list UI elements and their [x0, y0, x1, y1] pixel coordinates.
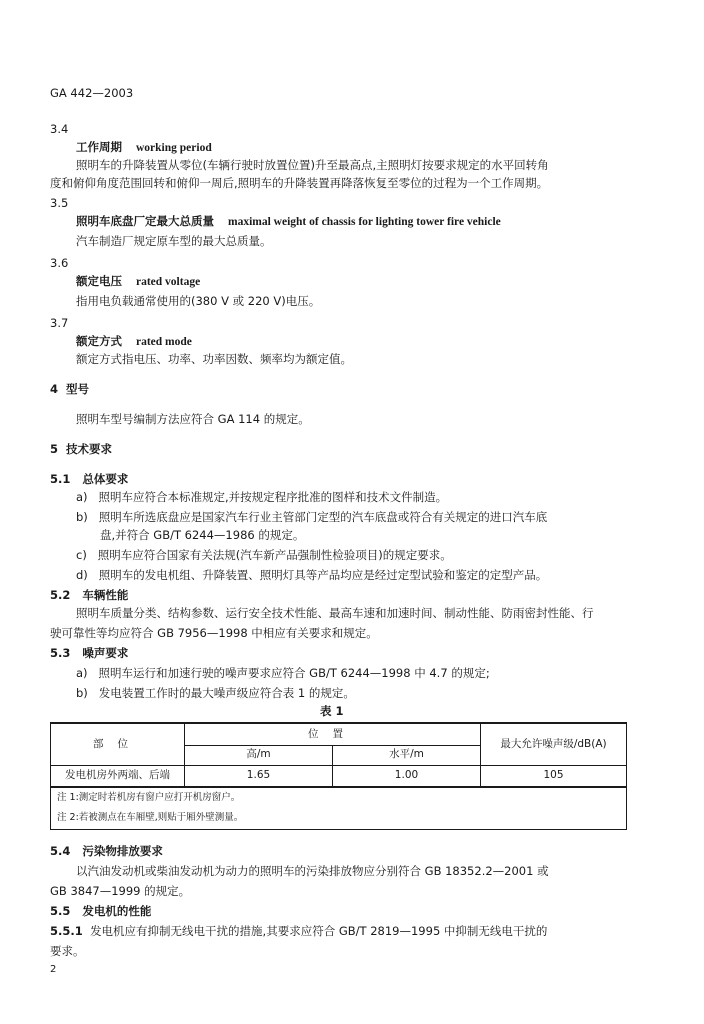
clause-heading-5-1: [50, 472, 128, 486]
term-heading-3-7: [76, 334, 192, 349]
list-text: 照明车应符合本标准规定,并按规定程序批准的图样和技术文件制造。: [98, 490, 448, 504]
cell-max-noise: 105: [481, 765, 627, 787]
term-en: maximal weight of chassis for lighting tower fire vehicle: [228, 216, 501, 228]
section-text: 照明车型号编制方法应符合 GA 114 的规定。: [76, 412, 310, 426]
cell-part: 发电机房外两端、后端: [51, 765, 185, 787]
list-marker: d): [76, 568, 88, 582]
header-max-noise: 最大允许噪声级/dB(A): [481, 723, 627, 765]
clause-number-3-6: 3.6: [50, 256, 69, 270]
list-marker: c): [76, 548, 87, 562]
term-heading-3-6: [76, 274, 200, 289]
clause-heading-5-3: [50, 646, 128, 660]
clause-number: 5.5.1: [50, 924, 83, 938]
list-text: 照明车的发电机组、升降装置、照明灯具等产品均应是经过定型试验和鉴定的定型产品。: [98, 568, 548, 582]
clause-title: 车辆性能: [82, 588, 129, 602]
list-text: 照明车应符合国家有关法规(汽车新产品强制性检验项目)的规定要求。: [97, 548, 452, 562]
clause-number: 5.4: [50, 844, 71, 858]
table-1: [50, 722, 627, 830]
definition-text: 度和俯仰角度范围回转和俯仰一周后,照明车的升降装置再降落恢复至零位的过程为一个工作周期。: [50, 176, 549, 190]
list-item: [76, 548, 452, 562]
list-item: [76, 510, 547, 524]
definition-text: 汽车制造厂规定原车型的最大总质量。: [76, 234, 272, 248]
section-number: 4: [50, 382, 59, 396]
clause-heading-5-4: [50, 844, 163, 858]
clause-title: 污染物排放要求: [82, 844, 163, 858]
list-item: [76, 490, 447, 504]
term-en: working period: [136, 142, 212, 154]
clause-number: 5.2: [50, 588, 71, 602]
term-cn: 照明车底盘厂定最大总质量: [76, 214, 214, 228]
clause-text: 驶可靠性等均应符合 GB 7956—1998 中相应有关要求和规定。: [50, 626, 378, 640]
definition-text: 额定方式指电压、功率、功率因数、频率均为额定值。: [76, 352, 352, 366]
document-code: GA 442—2003: [50, 86, 134, 100]
clause-number-3-7: 3.7: [50, 316, 69, 330]
term-heading-3-5: [76, 214, 501, 229]
section-heading-4: [50, 382, 89, 396]
list-item: [76, 686, 355, 700]
clause-text: 照明车质量分类、结构参数、运行安全技术性能、最高车速和加速时间、制动性能、防雨密封性能、行: [76, 606, 594, 620]
page-number: 2: [50, 964, 57, 975]
clause-heading-5-5: [50, 904, 151, 918]
clause-number-3-5: 3.5: [50, 196, 69, 210]
section-title: 型号: [66, 382, 90, 396]
list-item: [76, 568, 547, 582]
section-heading-5: [50, 442, 112, 456]
definition-text: 照明车的升降装置从零位(车辆行驶时放置位置)升至最高点,主照明灯按要求规定的水平回转角: [76, 158, 549, 172]
list-text: 发电装置工作时的最大噪声级应符合表 1 的规定。: [98, 686, 355, 700]
list-text: 照明车所选底盘应是国家汽车行业主管部门定型的汽车底盘或符合有关规定的进口汽车底: [98, 510, 548, 524]
clause-text: 要求。: [50, 944, 85, 958]
clause-text: 以汽油发动机或柴油发动机为动力的照明车的污染排放物应分别符合 GB 18352.2—2001 或: [76, 864, 549, 878]
table-row: [51, 765, 627, 787]
clause-text: 发电机应有抑制无线电干扰的措施,其要求应符合 GB/T 2819—1995 中抑制无线电干扰的: [90, 924, 548, 938]
clause-number: 5.3: [50, 646, 71, 660]
clause-number-3-4: 3.4: [50, 122, 69, 136]
term-en: rated mode: [136, 336, 192, 348]
term-cn: 工作周期: [76, 140, 122, 154]
definition-text: 指用电负载通常使用的(380 V 或 220 V)电压。: [76, 294, 321, 308]
term-cn: 额定方式: [76, 334, 122, 348]
section-number: 5: [50, 442, 59, 456]
list-text-continuation: 盘,并符合 GB/T 6244—1986 的规定。: [100, 528, 305, 542]
header-horizontal: 水平/m: [333, 745, 481, 765]
clause-5-5-1: [50, 924, 547, 938]
header-position: 位置: [185, 723, 481, 745]
header-height: 高/m: [185, 745, 333, 765]
cell-horizontal: 1.00: [333, 765, 481, 787]
list-text: 照明车运行和加速行驶的噪声要求应符合 GB/T 6244—1998 中 4.7 的规定;: [98, 666, 490, 680]
clause-text: GB 3847—1999 的规定。: [50, 884, 191, 898]
term-cn: 额定电压: [76, 274, 122, 288]
header-part: 部位: [51, 723, 185, 765]
list-marker: b): [76, 510, 88, 524]
clause-title: 噪声要求: [82, 646, 129, 660]
cell-height: 1.65: [185, 765, 333, 787]
table-caption: 表 1: [320, 704, 344, 718]
clause-title: 总体要求: [82, 472, 129, 486]
list-item: [76, 666, 490, 680]
clause-number: 5.5: [50, 904, 71, 918]
table-note-2: 注 2:若被测点在车厢壁,则贴于厢外壁测量。: [51, 807, 627, 829]
term-en: rated voltage: [136, 276, 201, 288]
list-marker: a): [76, 666, 88, 680]
term-heading-3-4: [76, 140, 212, 155]
table-note-1: 注 1:测定时若机房有窗户应打开机房窗户。: [51, 787, 627, 807]
list-marker: b): [76, 686, 88, 700]
clause-title: 发电机的性能: [82, 904, 152, 918]
clause-heading-5-2: [50, 588, 128, 602]
section-title: 技术要求: [66, 442, 113, 456]
clause-number: 5.1: [50, 472, 71, 486]
list-marker: a): [76, 490, 88, 504]
